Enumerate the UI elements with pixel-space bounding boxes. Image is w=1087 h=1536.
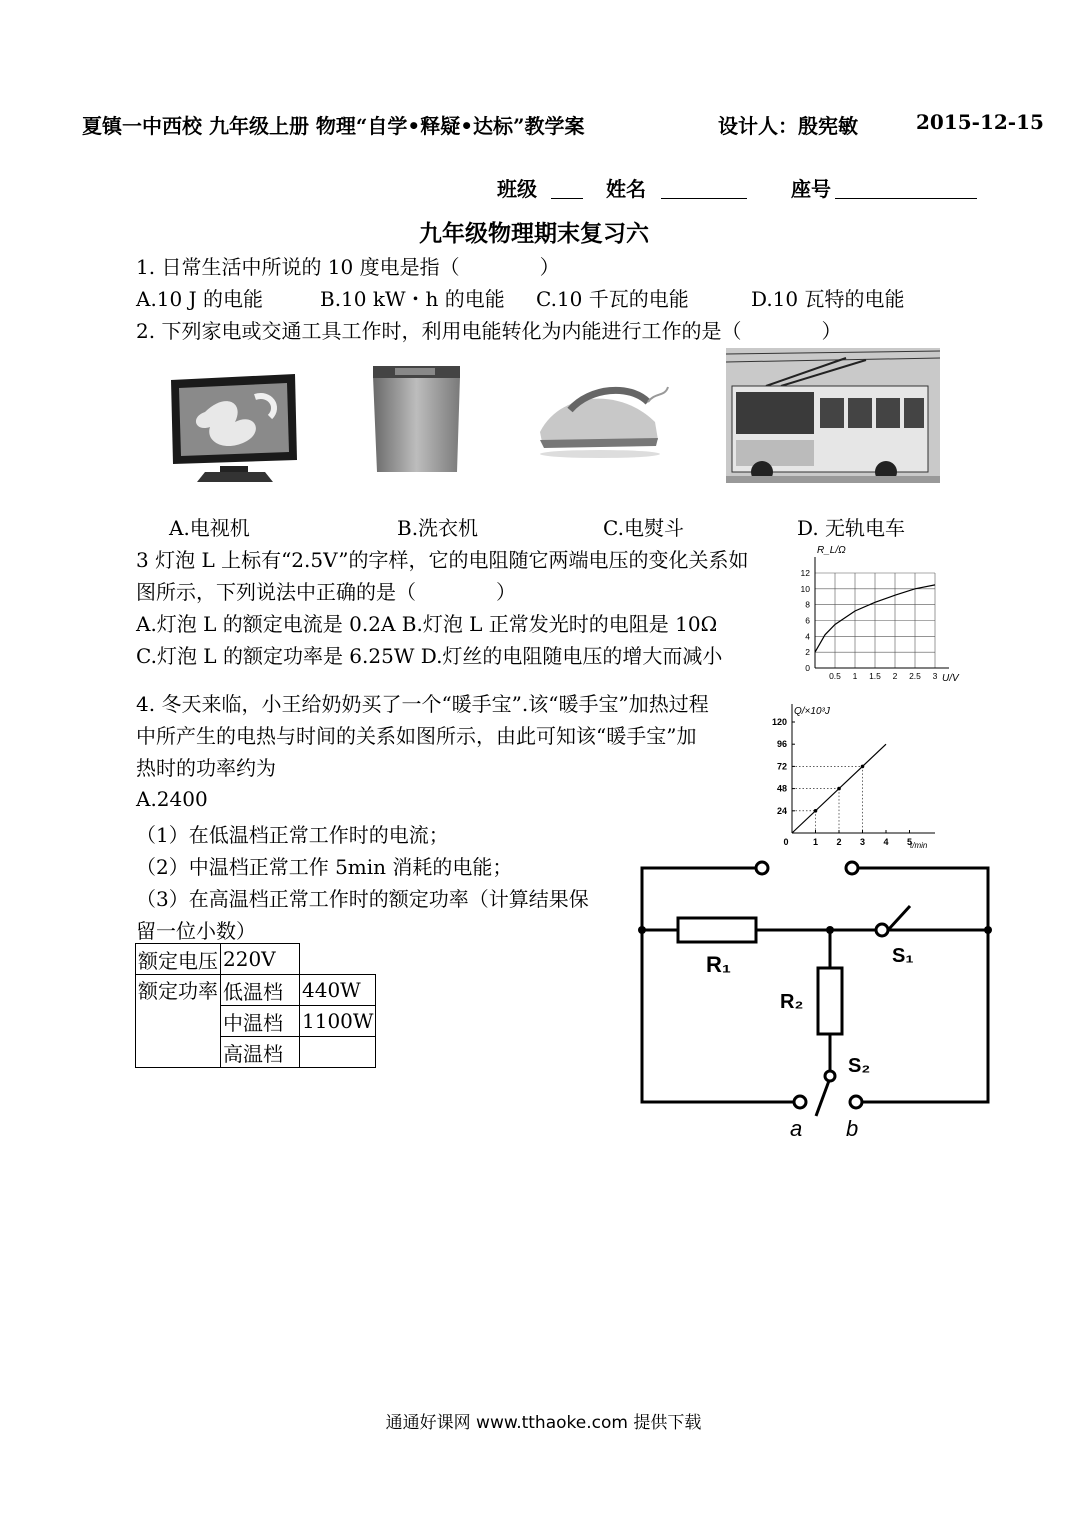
header-date: 2015-12-15 (916, 110, 1044, 134)
junction-left (638, 926, 646, 934)
chart1-xtick: 1.5 (869, 671, 881, 681)
chart1-grid (815, 573, 935, 668)
q2-option-b: B.洗衣机 (397, 516, 479, 540)
q4-line1: 4. 冬天来临，小王给奶奶买了一个“暖手宝”.该“暖手宝”加热过程 (136, 692, 709, 716)
chart1-ylabel: R_L/Ω (817, 545, 846, 556)
page-title: 九年级物理期末复习六 (419, 220, 649, 247)
terminal-a (794, 1096, 806, 1108)
s2-pivot (825, 1071, 835, 1081)
level-high: 高温档 (221, 1037, 300, 1068)
chart2-point (837, 787, 841, 791)
terminal-b (850, 1096, 862, 1108)
iron-image (530, 372, 670, 462)
q2-option-c: C.电熨斗 (603, 516, 684, 540)
q5-sub1: （1）在低温档正常工作时的电流； (136, 823, 449, 847)
chart2-ytick: 72 (776, 761, 787, 772)
q1-option-c: C.10 千瓦的电能 (536, 287, 689, 311)
chart2-xtick: 4 (883, 837, 889, 847)
chart2-xtick: 1 (812, 837, 819, 847)
washing-machine-image (365, 362, 470, 477)
chart2-ylabel: Q/×10³J (794, 706, 830, 717)
empty-cell (300, 944, 376, 975)
name-blank (661, 198, 747, 199)
chart1-ytick: 10 (800, 583, 810, 594)
level-low: 低温档 (221, 975, 300, 1006)
seat-label: 座号 (791, 177, 831, 201)
q3-options-ab: A.灯泡 L 的额定电流是 0.2A B.灯泡 L 正常发光时的电阻是 10Ω (136, 612, 718, 636)
chart1-ytick: 0 (805, 663, 810, 673)
junction-mid (826, 926, 834, 934)
s2-label: S₂ (848, 1055, 871, 1077)
s1-contact (876, 924, 888, 936)
chart2-point (814, 809, 818, 813)
chart2-ytick: 48 (776, 783, 787, 794)
power-high (300, 1037, 376, 1068)
chart1-xtick: 2.5 (909, 671, 921, 681)
header-school: 夏镇一中西校 九年级上册 物理“自学•释疑•达标”教学案 (82, 114, 585, 138)
q3-stem-line1: 3 灯泡 L 上标有“2.5V”的字样，它的电阻随它两端电压的变化关系如 (136, 548, 749, 572)
q1-option-a: A.10 J 的电能 (136, 287, 263, 311)
chart2-point (861, 765, 865, 769)
chart2-xtick: 5 (906, 837, 913, 847)
q5-sub3-line1: （3）在高温档正常工作时的额定功率（计算结果保 (136, 887, 589, 911)
spec-table (135, 943, 376, 1068)
class-label: 班级 (497, 177, 537, 201)
heat-time-chart (760, 700, 940, 850)
power-low: 440W (300, 975, 376, 1006)
circuit-diagram (630, 850, 1005, 1150)
q2-option-a: A.电视机 (169, 516, 250, 540)
a-label: a (790, 1116, 803, 1141)
chart1-xlabel: U/V (942, 673, 959, 684)
q3-stem-line2: 图所示，下列说法中正确的是（ ） (136, 580, 516, 604)
footer: 通通好课网 www.tthaoke.com 提供下载 (385, 1413, 702, 1433)
trolleybus-image (726, 348, 940, 483)
chart2-xtick: 0 (783, 837, 789, 847)
tv-image (165, 372, 305, 487)
chart1-xtick: 2 (892, 671, 898, 681)
q5-sub2: （2）中温档正常工作 5min 消耗的电能； (136, 855, 513, 879)
chart1-ytick: 12 (800, 568, 810, 578)
resistor-r2 (818, 968, 842, 1034)
name-label: 姓名 (606, 177, 646, 201)
chart2-ytick: 120 (771, 717, 787, 727)
top-terminal-left (756, 862, 768, 874)
junction-right (984, 926, 992, 934)
s1-blade (888, 906, 910, 930)
rated-voltage-label: 额定电压 (136, 944, 221, 975)
chart1-ytick: 8 (805, 599, 810, 610)
q2-option-d: D. 无轨电车 (797, 516, 906, 540)
chart2-xlabel: t/min (910, 841, 928, 850)
chart1-ytick: 6 (805, 615, 810, 626)
q4-line3: 热时的功率约为 (136, 756, 276, 780)
s1-label: S₁ (892, 945, 914, 967)
q1-option-d: D.10 瓦特的电能 (751, 287, 905, 311)
resistor-r1 (678, 918, 756, 942)
chart1-ytick: 4 (805, 631, 810, 642)
q3-options-cd: C.灯泡 L 的额定功率是 6.25W D.灯丝的电阻随电压的增大而减小 (136, 644, 723, 668)
wire-left-loop (642, 868, 794, 1102)
chart2-xtick: 3 (859, 837, 866, 847)
chart1-ytick: 2 (805, 647, 810, 658)
rated-power-label: 额定功率 (136, 975, 221, 1068)
top-terminal-right (846, 862, 858, 874)
q1-option-b: B.10 kW・h 的电能 (320, 287, 505, 311)
q1-stem: 1. 日常生活中所说的 10 度电是指（ ） (136, 255, 560, 279)
seat-blank (835, 198, 977, 199)
power-mid: 1100W (300, 1006, 376, 1037)
q5-sub3-line2: 留一位小数） (136, 919, 256, 943)
header-designer: 设计人：殷宪敏 (718, 114, 858, 138)
b-label: b (846, 1116, 859, 1141)
q2-stem: 2. 下列家电或交通工具工作时，利用电能转化为内能进行工作的是（ ） (136, 319, 842, 343)
resistance-voltage-chart (790, 540, 970, 685)
q4-answer: A.2400 (136, 787, 208, 811)
chart1-xtick: 1 (852, 671, 858, 681)
level-mid: 中温档 (221, 1006, 300, 1037)
s2-blade (816, 1078, 830, 1116)
q4-line2: 中所产生的电热与时间的关系如图所示，由此可知该“暖手宝”加 (136, 724, 697, 748)
chart1-xtick: 0.5 (829, 671, 841, 681)
r1-label: R₁ (706, 952, 731, 977)
r2-label: R₂ (780, 991, 804, 1013)
chart2-ytick: 96 (776, 739, 787, 750)
chart1-xtick: 3 (932, 671, 938, 681)
chart2-ytick: 24 (776, 805, 787, 816)
rated-voltage-value: 220V (221, 944, 300, 975)
class-blank (551, 198, 583, 199)
chart2-xtick: 2 (836, 837, 842, 847)
wire-right-loop (858, 868, 988, 1102)
